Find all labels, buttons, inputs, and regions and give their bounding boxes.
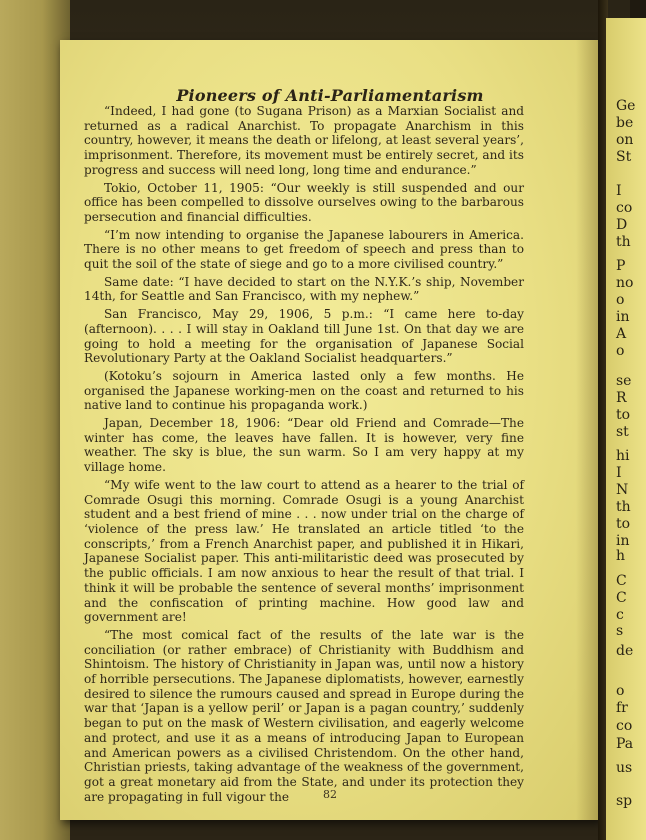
facing-page-fragment: sp bbox=[616, 793, 633, 809]
facing-page-fragment: C bbox=[616, 590, 627, 606]
facing-page-fragment: Pa bbox=[616, 736, 634, 752]
facing-page-fragment: I bbox=[616, 183, 622, 199]
facing-page-fragment: s bbox=[616, 623, 624, 639]
facing-page-fragment: to bbox=[616, 407, 631, 423]
facing-page-fragment: o bbox=[616, 683, 625, 699]
facing-page-fragment: D bbox=[616, 217, 628, 233]
facing-page-fragment: de bbox=[616, 643, 634, 659]
facing-page-fragment: h bbox=[616, 548, 626, 564]
paragraph: “The most comical fact of the results of the late war is the conciliation (or rather embrace) of Christianity with Buddhism and Shintoism. The history of Christianity in Japan was, until now a history of horrible persecutions. The Japanese diplomatists, however, earnestly desired to silence the rumours caused and spread in Europe during the war that ‘Japan is a yellow peril’ or Japan is a pagan country,’ suddenly began to put on the mask of Western civilisation, and eagerly welcome and protect, and use it as a means of introducing Japan to European and American powers as a civilised Christendom. On the other hand, Christian priests, taking advantage of the weakness of the government, got a great monetary aid from the State, and under its protection they are propagating in full vigour the bbox=[84, 627, 524, 804]
facing-page-fragment: hi bbox=[616, 448, 630, 464]
facing-page-fragment: in bbox=[616, 533, 630, 549]
page-body bbox=[84, 104, 524, 807]
facing-page-fragment: st bbox=[616, 424, 629, 440]
paragraph: “I’m now intending to organise the Japanese labourers in America. There is no other means to get freedom of speech and press than to quit the soil of the state of siege and go to a more civilised country.” bbox=[84, 227, 524, 272]
facing-page bbox=[606, 18, 646, 840]
facing-page-fragment: Ge bbox=[616, 98, 636, 114]
facing-page-fragment: us bbox=[616, 760, 633, 776]
facing-page-fragment: be bbox=[616, 115, 634, 131]
facing-page-fragment: in bbox=[616, 309, 630, 325]
facing-page-fragment: se bbox=[616, 373, 632, 389]
facing-page-fragment: A bbox=[616, 326, 627, 342]
facing-page-fragment: St bbox=[616, 149, 632, 165]
facing-page-fragment: P bbox=[616, 258, 626, 274]
book-page bbox=[60, 40, 600, 820]
page-number: 82 bbox=[323, 788, 337, 801]
facing-page-fragment: on bbox=[616, 132, 634, 148]
paragraph: Same date: “I have decided to start on the N.Y.K.’s ship, November 14th, for Seattle and San Francisco, with my nephew.” bbox=[84, 274, 524, 304]
facing-page-fragment: th bbox=[616, 234, 631, 250]
paragraph: “Indeed, I had gone (to Sugana Prison) as a Marxian Socialist and returned as a radical Anarchist. To propagate Anarchism in this country, however, it means the death or lifelong, at least several years’, imprisonment. Therefore, its movement must be entirely secret, and its progress and success will need long, long time and endurance.” bbox=[84, 104, 524, 177]
facing-page-fragment: fr bbox=[616, 700, 628, 716]
facing-page-fragment: to bbox=[616, 516, 631, 532]
facing-page-fragment: o bbox=[616, 292, 625, 308]
facing-page-fragment: N bbox=[616, 482, 629, 498]
paragraph: Japan, December 18, 1906: “Dear old Friend and Comrade—The winter has come, the leaves have fallen. It is however, very fine weather. The sky is blue, the sun warm. So I am very happy at my village home. bbox=[84, 416, 524, 475]
paragraph: Tokio, October 11, 1905: “Our weekly is still suspended and our office has been compelled to dissolve ourselves owing to the barbarous persecution and financial difficulties. bbox=[84, 180, 524, 224]
facing-page-fragment: o bbox=[616, 343, 625, 359]
facing-page-fragment: R bbox=[616, 390, 627, 406]
facing-page-fragment: c bbox=[616, 607, 624, 623]
paragraph: San Francisco, May 29, 1906, 5 p.m.: “I came here to-day (afternoon). . . . I will stay in Oakland till June 1st. On that day we are going to hold a meeting for the organisation of Japanese Social Revolutionary Party at the Oakland Socialist headquarters.” bbox=[84, 307, 524, 366]
facing-page-fragment: co bbox=[616, 200, 633, 216]
facing-page-fragment: C bbox=[616, 573, 627, 589]
paragraph: “My wife went to the law court to attend as a hearer to the trial of Comrade Osugi this morning. Comrade Osugi is a young Anarchist student and a best friend of mine . . . now under trial on the charge of ‘violence of the press law.’ He translated an article titled ‘to the conscripts,’ from a French Anarchist paper, and published it in Hikari, Japanese Socialist paper. This anti-militaristic deed was prosecuted by the public officials. I am now anxious to hear the result of that trial. I think it will be probable the sentence of several months’ imprisonment and the confiscation of printing machine. How good law and government are! bbox=[84, 477, 524, 625]
running-head: Pioneers of Anti-Parliamentarism bbox=[176, 86, 484, 105]
facing-page-fragment: no bbox=[616, 275, 634, 291]
paragraph: (Kotoku’s sojourn in America lasted only a few months. He organised the Japanese working-men on the coast and returned to his native land to continue his propaganda work.) bbox=[84, 368, 524, 413]
facing-page-fragment: th bbox=[616, 499, 631, 515]
facing-page-fragment: I bbox=[616, 465, 622, 481]
facing-page-fragment: co bbox=[616, 718, 633, 734]
